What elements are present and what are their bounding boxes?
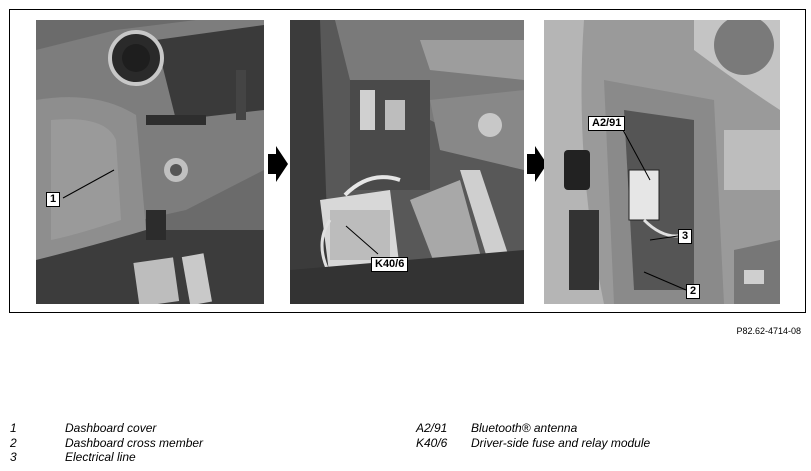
legend-key: K40/6: [416, 435, 448, 450]
figure-reference-code: P82.62-4714-08: [736, 326, 801, 336]
legend-item: [416, 436, 650, 451]
callout-3: 3: [678, 229, 692, 244]
callout-k40-6: K40/6: [371, 257, 408, 272]
legend-item: [416, 421, 650, 436]
legend-left: [10, 421, 203, 465]
legend-text: Dashboard cross member: [65, 435, 204, 450]
legend-item: [10, 450, 203, 465]
legend-key: 1: [10, 421, 17, 435]
photo-bluetooth-antenna: [544, 20, 780, 304]
callout-a2-91: A2/91: [588, 116, 625, 131]
legend-key: A2/91: [416, 421, 448, 435]
callout-2: 2: [686, 284, 700, 299]
legend-text: Bluetooth® antenna: [471, 421, 578, 435]
legend-key: 3: [10, 450, 17, 464]
figure-frame: [9, 9, 806, 313]
legend-key: 2: [10, 435, 17, 450]
legend-item: [10, 436, 203, 451]
photo-dashboard-cover: [36, 20, 264, 304]
legend-right: [416, 421, 650, 450]
callout-1: 1: [46, 192, 60, 207]
legend-text: Electrical line: [65, 450, 136, 464]
legend-item: [10, 421, 203, 436]
legend-text: Driver-side fuse and relay module: [471, 435, 651, 450]
legend-text: Dashboard cover: [65, 421, 157, 435]
arrow-right-icon: [268, 146, 288, 182]
